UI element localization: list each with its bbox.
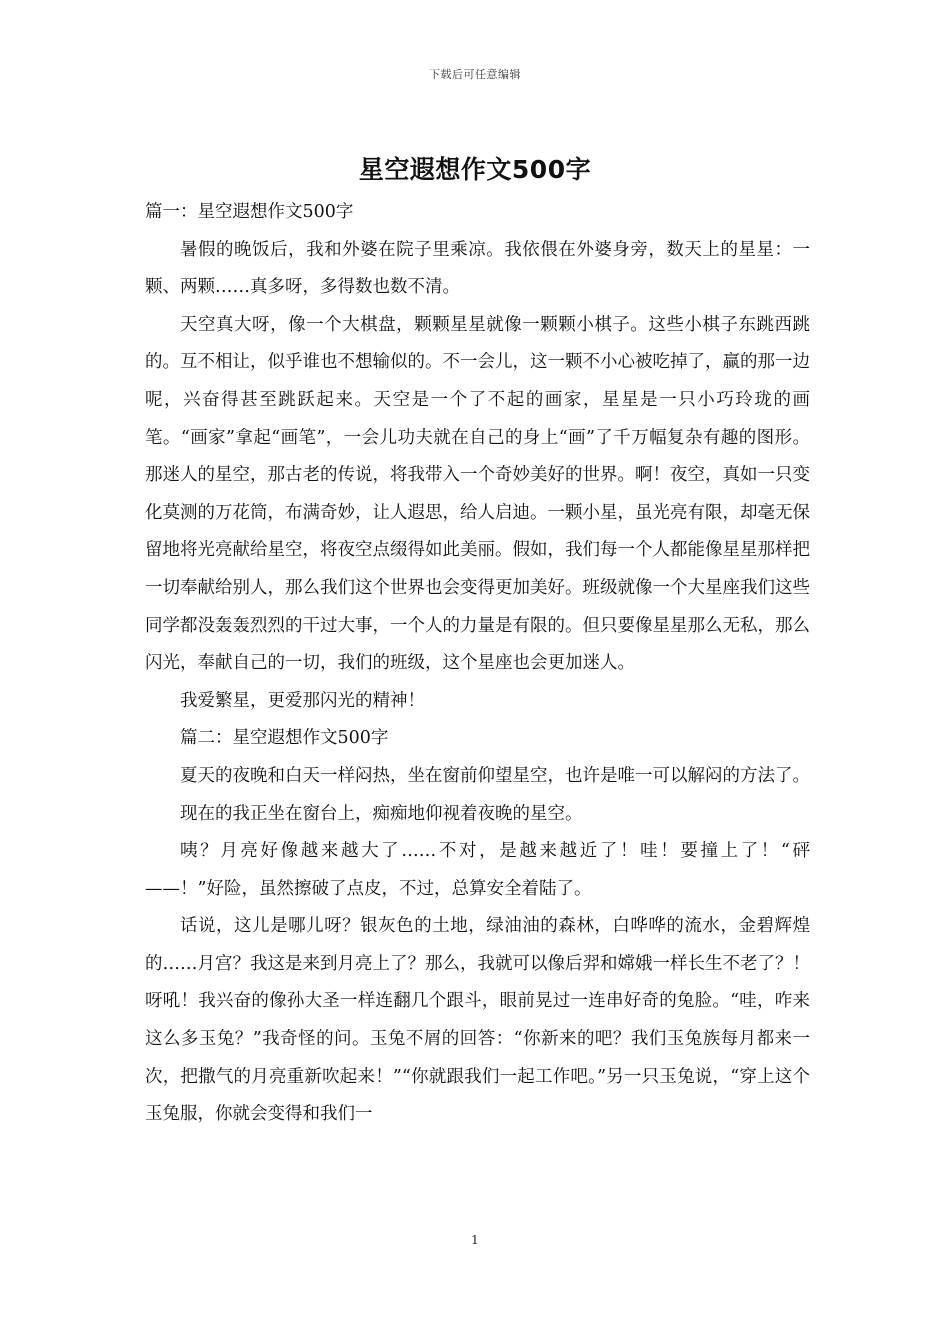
document-body — [145, 194, 810, 1134]
paragraph: 夏天的夜晚和白天一样闷热，坐在窗前仰望星空，也许是唯一可以解闷的方法了。 — [180, 765, 810, 786]
document-title: 星空遐想作文500字 — [358, 155, 592, 184]
paragraph: 话说，这儿是哪儿呀？银灰色的土地，绿油油的森林，白哗哗的流水，金碧辉煌的……月宫？我这是来到月亮上了？那么，我就可以像后羿和嫦娥一样长生不老了？！呀吼！我兴奋的像孙大圣一样连翻几个跟斗，眼前晃过一连串好奇的兔脸。“哇，咋来这么多玉兔？”我奇怪的问。玉兔不屑的回答：“你新来的吧？我们玉兔族每月都来一次，把撒气的月亮重新吹起来！”“你就跟我们一起工作吧。”另一只玉兔说，“穿上这个玉兔服，你就会变得和我们一 — [145, 916, 810, 1125]
page-number: 1 — [471, 1233, 479, 1247]
paragraph: 现在的我正坐在窗台上，痴痴地仰视着夜晚的星空。 — [180, 803, 583, 824]
header-note: 下载后可任意编辑 — [429, 68, 521, 81]
section-heading-1: 篇一：星空遐想作文500字 — [145, 202, 354, 222]
paragraph: 天空真大呀，像一个大棋盘，颗颗星星就像一颗颗小棋子。这些小棋子东跳西跳的。互不相让，似乎谁也不想输似的。不一会儿，这一颗不小心被吃掉了，赢的那一边呢，兴奋得甚至跳跃起来。天空是一个了不起的画家，星星是一只小巧玲珑的画笔。“画家”拿起“画笔”，一会儿功夫就在自己的身上“画”了千万幅复杂有趣的图形。那迷人的星空，那古老的传说，将我带入一个奇妙美好的世界。啊！夜空，真如一只变化莫测的万花筒，布满奇妙，让人遐思，给人启迪。一颗小星，虽光亮有限，却毫无保留地将光亮献给星空，将夜空点缀得如此美丽。假如，我们每一个人都能像星星那样把一切奉献给别人，那么我们这个世界也会变得更加美好。班级就像一个大星座我们这些同学都没轰轰烈烈的干过大事，一个人的力量是有限的。但只要像星星那么无私，那么闪光，奉献自己的一切，我们的班级，这个星座也会更加迷人。 — [145, 314, 810, 674]
section-heading-2: 篇二：星空遐想作文500字 — [180, 728, 389, 749]
paragraph: 暑假的晚饭后，我和外婆在院子里乘凉。我依偎在外婆身旁，数天上的星星：一颗、两颗……真多呀，多得数也数不清。 — [145, 239, 810, 298]
paragraph: 我爱繁星，更爱那闪光的精神！ — [180, 690, 425, 711]
paragraph: 咦？月亮好像越来越大了……不对，是越来越近了！哇！要撞上了！“砰——！”好险，虽然擦破了点皮，不过，总算安全着陆了。 — [145, 841, 810, 899]
